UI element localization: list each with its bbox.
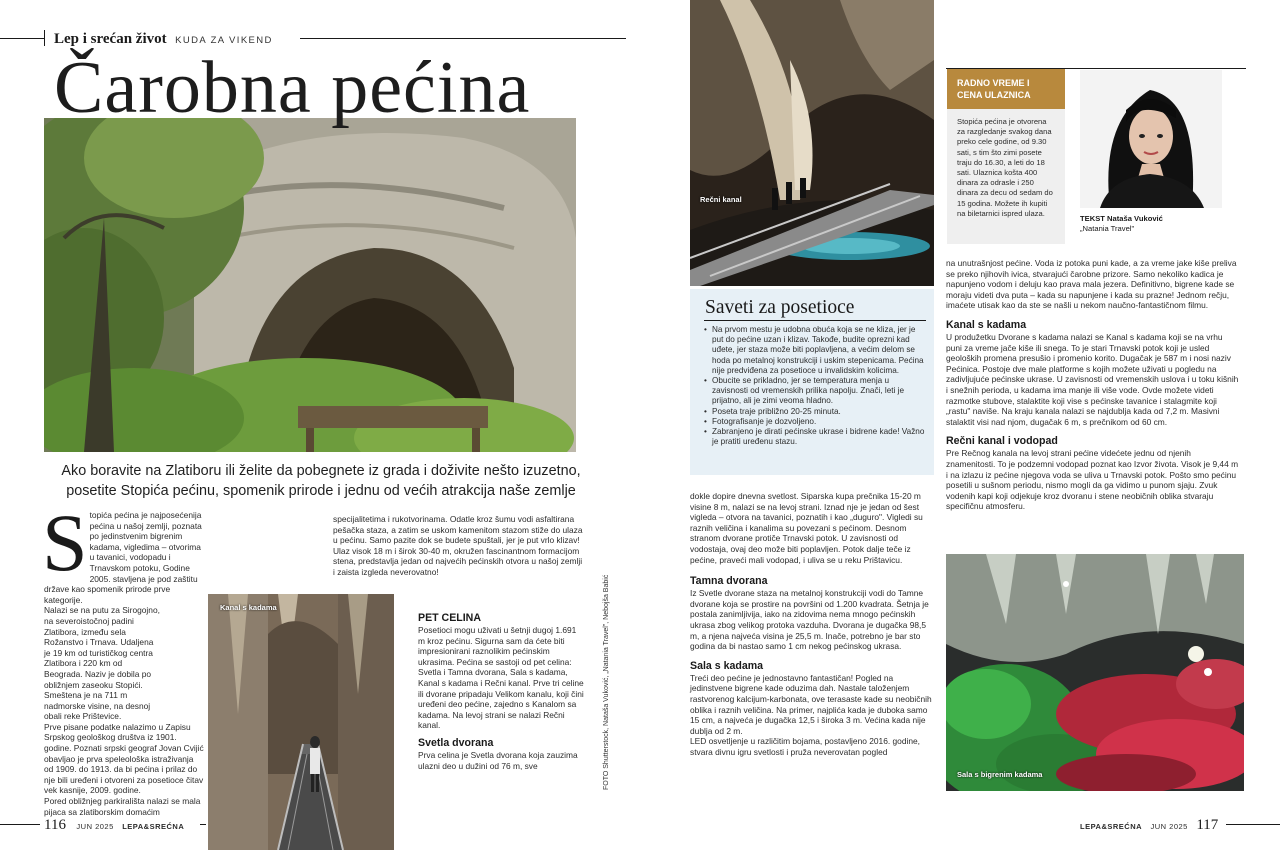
tip-item: • Fotografisanje je dozvoljeno. bbox=[704, 417, 926, 427]
header-divider bbox=[44, 30, 45, 46]
paragraph-tamna-dvorana: Iz Svetle dvorane staza na metalnoj konstrukciji vodi do Tamne dvorane koja se prostire na površini od 1.200 kvadrata. Šetnja je postala zanimljivija, iako na zidovima nema mnogo pećinskih ukrasa zbog velikog protoka vazduha. Dvorana je dugačka 98,5 m, a njena najveća visina je 25,5 m. Inače, potrebno je bar sto godina da bi nastao samo 1 cm nekog pećinskog ukrasa. bbox=[690, 588, 929, 652]
body-column-2-lower bbox=[418, 586, 584, 771]
hero-photo-cave-entrance bbox=[44, 118, 576, 452]
footer-mag-right: LEPA&SREĆNA bbox=[1080, 822, 1143, 831]
paragraph-specijaliteti: specijalitetima i rukotvorinama. Odatle kroz šumu vodi asfaltirana pešačka staza, a zatim se uskom kamenitom stazom stiže do ulaza u pećinu. Samo pazite dok se budete spuštali, jer je put vrlo klizav! bbox=[333, 514, 583, 546]
photo-sala-s-bigrenim-kadama bbox=[946, 554, 1244, 791]
paragraph-svetla-cont: dokle dopire dnevna svetlost. Siparska kupa prečnika 15-20 m visine 8 m, nalazi se na levoj strani. Iznad nje je jedan od šest vigleda – otvora na tavanici, poznatih i kao „duguro". Vigledi su raznih veličina i kanalima su povezani s pećinom. Desnom stranom dvorane protiče Trnavski potok. U zavisnosti od vodostaja, ovaj deo može biti poplavljen. Potok dalje teče iz pećine, praveći mali vodopad, i uliva se u reku Prištavicu. bbox=[690, 491, 923, 565]
footer-mag-left: LEPA&SREĆNA bbox=[122, 822, 185, 831]
paragraph-pet-celina: Posetioci mogu uživati u šetnji dugoj 1.691 m kroz pećinu. Sigurna sam da ćete biti impresionirani raznolikim pećinskim ukrasima. Pećina se sastoji od pet celina: Svetla i Tamna dvorana, Sala s kadama, Kanal s kadama i Rečni kanal. Prve tri celine ili dvorane pripadaju Velikom kanalu, koji čini uređeni deo pećine, zajedno s Kanalom sa kadama. Na levoj strani se nalazi Rečni kanal. bbox=[418, 625, 584, 731]
drop-cap: S bbox=[42, 497, 88, 588]
tip-item: • Na prvom mestu je udobna obuća koja se ne kliza, jer je put do pećine uzan i klizav. Takođe, budite oprezni kad uđete, jer staza može biti poplavljena, a većim delom se hoda po metalnoj konstrukciji i uskim stepenicama. Pećina nije predviđena za posetioce u invalidskim kolicima. bbox=[704, 325, 926, 376]
caption-sala: Sala s bigrenim kadama bbox=[957, 770, 1043, 779]
paragraph-recni-kanal: Pre Rečnog kanala na levoj strani pećine videćete jednu od njenih znamenitosti. To je podzemni vodopad poznat kao Izvor života. Visok je 9,44 m i na izlazu iz pećine njegova voda se uliva u Trnavski potok. Pošto smo pećinu posetili u sušnom periodu, nismo mogli da ga vidimo u punom sjaju. Zvuk vodenih kapi koji odjekuje kroz dvoranu i stene neobičnih oblika stvaraju specifičnu atmosferu. bbox=[946, 448, 1239, 512]
footer-right bbox=[1080, 816, 1218, 834]
author-photo bbox=[1080, 70, 1222, 208]
paragraph-led: LED osvetljenje u različitim bojama, postavljeno 2016. godine, stvara divnu igru svetlosti i pruža neverovatan pogled bbox=[690, 736, 920, 757]
info-box-title: RADNO VREME I CENA ULAZNICA bbox=[957, 78, 1031, 100]
info-box-text: Stopića pećina je otvorena za razgledanje svakog dana preko cele godine, od 9.30 sati, s tim što zimi posete traju do 16.30, a leti do 18 sati. Ulaznica košta 400 dinara za odrasle i 250 dinara za decu od sedam do 15 godina. Možete ih kupiti na biletarnici ispred ulaza. bbox=[957, 117, 1053, 218]
body-column-2 bbox=[333, 514, 585, 578]
tip-item: • Obucite se prikladno, jer se temperatura menja u zavisnosti od vremenskih prilika napolju. Znači, leti je prijatno, ali je zimi veoma hladno. bbox=[704, 376, 926, 407]
author-name: Nataša Vuković bbox=[1107, 214, 1163, 223]
intro-paragraph bbox=[42, 497, 204, 605]
subheading-tamna-dvorana: Tamna dvorana bbox=[690, 575, 768, 588]
subheading-kanal-s-kadama: Kanal s kadama bbox=[946, 318, 1027, 331]
footer-date-left: JUN 2025 bbox=[76, 822, 114, 831]
page-header bbox=[54, 30, 273, 46]
footer-date-right: JUN 2025 bbox=[1150, 822, 1188, 831]
page-number-left: 116 bbox=[44, 817, 66, 833]
market-paragraph: Pored obližnjeg parkirališta nalazi se mala pijaca sa zlatiborskim domaćim bbox=[44, 796, 201, 817]
body-column-4 bbox=[946, 258, 1240, 512]
paragraph-kade-unutra: na unutrašnjost pećine. Voda iz potoka puni kade, a za vreme jake kiše preliva se preko njihovih ivica, stvarajući čarobne prizore. Samo nekoliko kadica je napunjeno vodom i deluju kao prava mala jezera. Definitivno, bigrene kade se moraju videti dva puta – kada su napunjene i kada su prazne! Jednom rečju, imaćete utisak kao da ste se našli u nekom naučno-fantastičnom filmu. bbox=[946, 258, 1237, 311]
body-column-3 bbox=[690, 491, 936, 757]
subheading-recni-kanal: Rečni kanal i vodopad bbox=[946, 435, 1058, 448]
caption-kanal: Kanal s kadama bbox=[220, 603, 277, 612]
author-credit bbox=[1080, 214, 1163, 234]
article-title: Čarobna pećina bbox=[54, 47, 531, 129]
brand-label: Lep i srećan život bbox=[54, 31, 167, 47]
paragraph-kanal-s-kadama: U produžetku Dvorane s kadama nalazi se Kanal s kadama koji se na vrhu puni za vreme jače kiše ili snega. To je stari Trnavski potok koji je usled geoloških promena presušio i promenio korito. Dugačak je 587 m i nosi naziv Pećinica. Postoje dve male platforme s kojih možete uživati u pogledu na zadivljujuće pećinske ukrase. U zavisnosti od vremenskih uslova i u toku kišnih i snežnih perioda, u kadama ima manje ili više vode. Ovde možete videti razmotke stubove, stalaktite koji vise s pećinske tavanice i stalagmite koji „rastu" naviše. Na kraju kanala nalazi se najdublja kada od 7,2 m. Masivni stalaktit visi nad njom, dugačak 6 m, s prečnikom od 60 cm. bbox=[946, 331, 1239, 427]
info-box-body bbox=[947, 109, 1065, 244]
header-rule-mid bbox=[300, 38, 626, 39]
subheading-svetla-dvorana: Svetla dvorana bbox=[418, 736, 494, 749]
history-paragraph: Prve pisane podatke nalazimo u Zapisu Srpskog geološkog društva iz 1901. godine. Poznati srpski geograf Jovan Cvijić obavljao je prva speleološka istraživanja od 1909. do 1913. da bi pećina i prilaz do nje bili uređeni i otvoreni za posetioce čitav vek kasnije, 2009. godine. bbox=[44, 721, 204, 796]
footer-rule-mid-left bbox=[200, 824, 206, 825]
footer-rule-right bbox=[1226, 824, 1280, 825]
author-affiliation: „Natania Travel" bbox=[1080, 224, 1135, 233]
tips-list bbox=[704, 325, 926, 447]
paragraph-sala-s-kadama: Treći deo pećine je jednostavno fantastičan! Pogled na jedinstvene bigrene kade oduzima dah. Nastale taloženjem rastvorenog kalcijum-karbonata, ove terasaste kade su neobičnih oblika i raznih veličina. Na primer, najplića kada je duboka samo 15 cm, a najveća je dugačka 12,5 i široka 3 m. Većina kada nije dublja od 2 m. bbox=[690, 672, 932, 736]
location-paragraph: Nalazi se na putu za Sirogojno, na severoistočnoj padini Zlatibora, između sela Rožanstvo i Trnava. Udaljena je 19 km od turističkog centra Zlatibora i 220 km od Beograda. Naziv je dobila po obližnjem zaseoku Stopići. Smeštena je na 711 m nadmorske visine, na desnoj obali reke Prištevice. bbox=[44, 605, 160, 722]
tip-item: • Poseta traje približno 20-25 minuta. bbox=[704, 407, 926, 417]
author-label: TEKST bbox=[1080, 214, 1105, 223]
photo-kanal-s-kadama bbox=[208, 594, 394, 850]
paragraph-svetla-dvorana: Prva celina je Svetla dvorana koja zauzima ulazni deo u dužini od 76 m, sve bbox=[418, 749, 578, 771]
tips-title: Saveti za posetioce bbox=[705, 297, 855, 318]
subheading-sala-s-kadama: Sala s kadama bbox=[690, 659, 764, 672]
photo-recni-kanal bbox=[690, 0, 934, 286]
page-number-right: 117 bbox=[1196, 817, 1219, 833]
footer-left bbox=[44, 816, 184, 834]
footer-rule-left bbox=[0, 824, 40, 825]
article-lead: Ako boravite na Zlatiboru ili želite da pobegnete iz grada i doživite nešto izuzetno, posetite Stopića pećinu, spomenik prirode i jednu od većih atrakcija naše zemlje bbox=[61, 463, 581, 499]
tips-title-rule bbox=[704, 320, 926, 321]
caption-recni: Rečni kanal bbox=[700, 195, 742, 204]
header-rule-left bbox=[0, 38, 44, 39]
subheading-pet-celina: PET CELINA bbox=[418, 612, 481, 624]
info-box-header bbox=[947, 69, 1065, 109]
section-label: KUDA ZA VIKEND bbox=[175, 35, 273, 46]
photo-credit: FOTO Shutterstock, Nataša Vuković, „Natania Travel", Nebojša Babić bbox=[603, 574, 610, 790]
tip-item: • Zabranjeno je dirati pećinske ukrase i bidrene kade! Važno je pratiti uređenu stazu. bbox=[704, 427, 926, 447]
paragraph-ulaz: Ulaz visok 18 m i širok 30-40 m, okružen fascinantnom formacijom stena, predstavlja jedan od najvećih pećinskih otvora u našoj zemlji i zaista izgleda neverovatno! bbox=[333, 545, 583, 577]
body-column-1 bbox=[42, 497, 204, 817]
intro-text: topića pećina je najposećenija pećina u našoj zemlji, poznata po jedinstvenim bigrenim kadama, vigledima – otvorima u tavanici, vodopadu i Trnavskom potoku, Godine 2005. stavljena je pod zaštitu države kao spomenik prirode prve kategorije. bbox=[44, 510, 202, 605]
